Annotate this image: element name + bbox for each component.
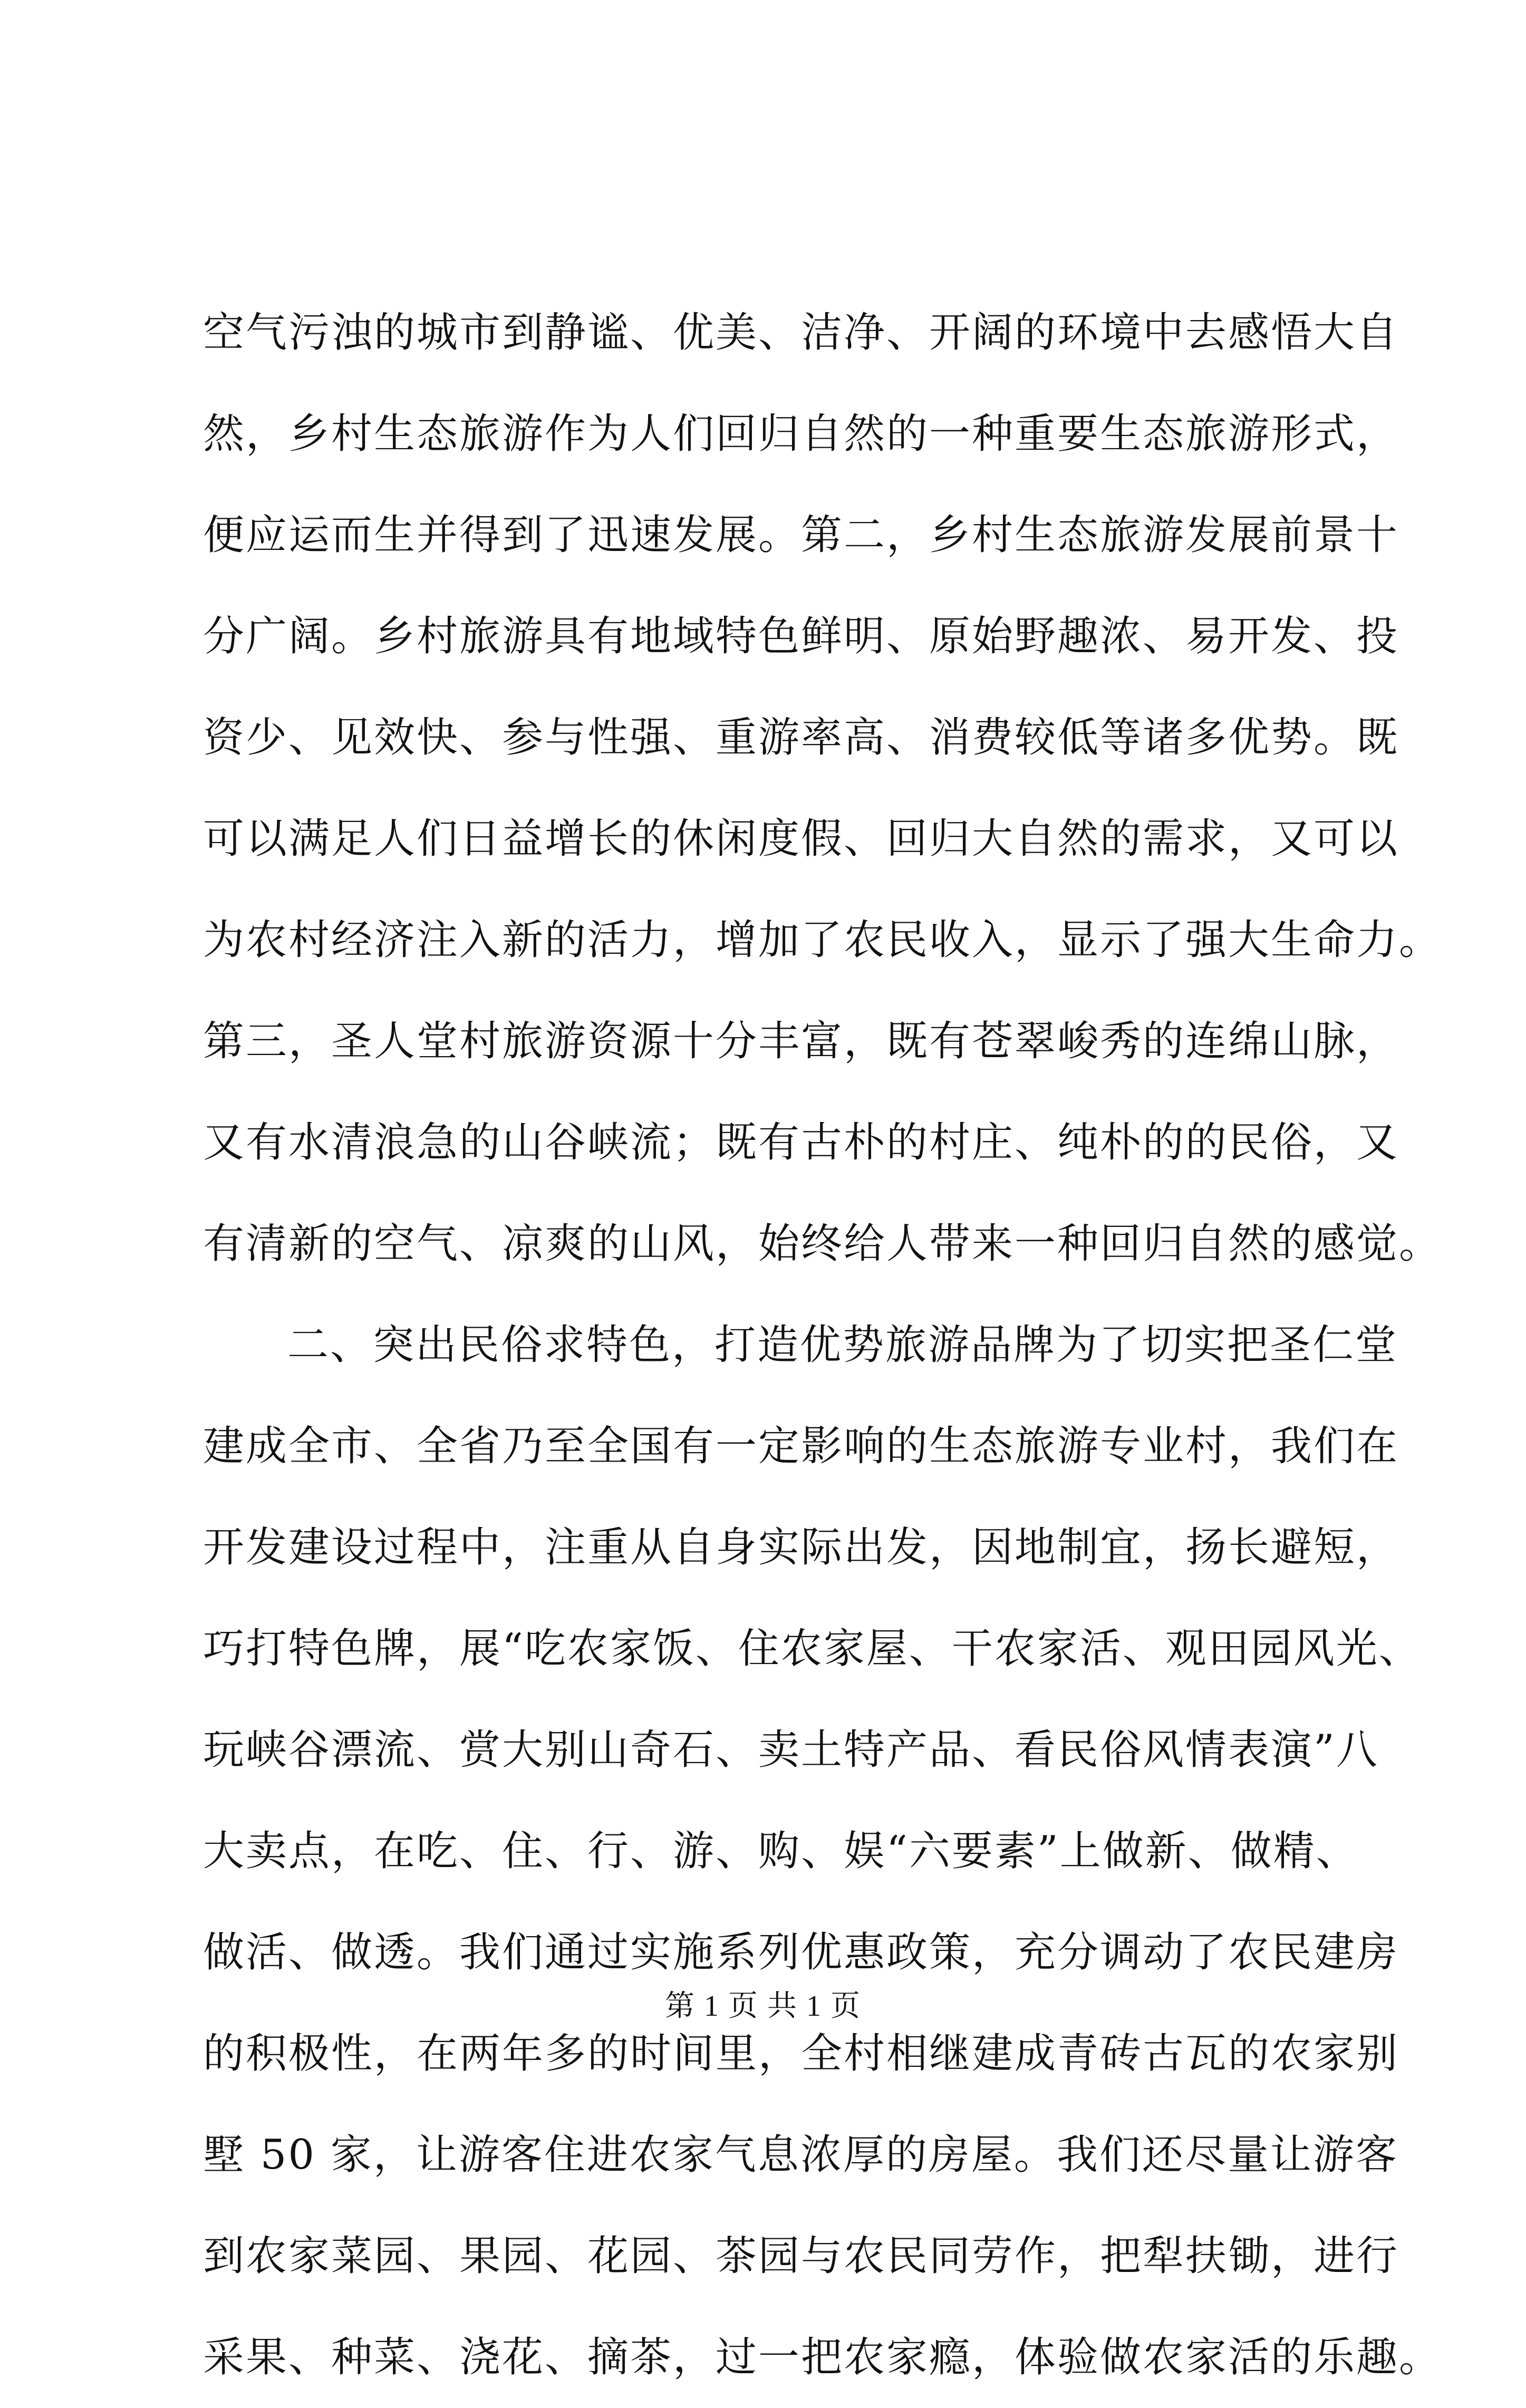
text-line: 采果、种菜、浇花、摘茶，过一把农家瘾，体验做农家活的乐趣。 bbox=[203, 2334, 1442, 2381]
text-line: 有清新的空气、凉爽的山风，始终给人带来一种回归自然的感觉。 bbox=[203, 1220, 1442, 1268]
text-line: 开发建设过程中，注重从自身实际出发，因地制宜，扬长避短， bbox=[203, 1524, 1399, 1571]
page-footer: 第 1 页 共 1 页 bbox=[665, 1990, 861, 2023]
text-line: 资少、见效快、参与性强、重游率高、消费较低等诸多优势。既 bbox=[203, 714, 1399, 761]
text-line: 建成全市、全省乃至全国有一定影响的生态旅游专业村，我们在 bbox=[203, 1423, 1399, 1470]
text-line: 巧打特色牌，展“吃农家饭、住农家屋、干农家活、观田园风光、 bbox=[203, 1625, 1422, 1672]
section-heading-line: 二、突出民俗求特色，打造优势旅游品牌为了切实把圣仁堂 bbox=[287, 1321, 1398, 1369]
document-body bbox=[203, 282, 1442, 2408]
text-line: 的积极性，在两年多的时间里，全村相继建成青砖古瓦的农家别 bbox=[203, 2030, 1399, 2077]
text-line: 分广阔。乡村旅游具有地域特色鲜明、原始野趣浓、易开发、投 bbox=[203, 613, 1399, 660]
text-line: 空气污浊的城市到静谧、优美、洁净、开阔的环境中去感悟大自 bbox=[203, 309, 1399, 356]
text-line: 为农村经济注入新的活力，增加了农民收入，显示了强大生命力。 bbox=[203, 916, 1442, 964]
text-line: 便应运而生并得到了迅速发展。第二，乡村生态旅游发展前景十 bbox=[203, 511, 1399, 559]
text-line: 墅 50 家，让游客住进农家气息浓厚的房屋。我们还尽量让游客 bbox=[203, 2131, 1398, 2179]
text-line: 到农家菜园、果园、花园、茶园与农民同劳作，把犁扶锄，进行 bbox=[203, 2232, 1399, 2280]
text-line: 大卖点，在吃、住、行、游、购、娱“六要素”上做新、做精、 bbox=[203, 1827, 1359, 1875]
text-line: 然，乡村生态旅游作为人们回归自然的一种重要生态旅游形式， bbox=[203, 410, 1399, 458]
text-line: 又有水清浪急的山谷峡流；既有古朴的村庄、纯朴的的民俗，又 bbox=[203, 1119, 1399, 1166]
text-line: 第三，圣人堂村旅游资源十分丰富，既有苍翠峻秀的连绵山脉， bbox=[203, 1018, 1399, 1065]
text-line: 玩峡谷漂流、赏大别山奇石、卖土特产品、看民俗风情表演”八 bbox=[203, 1726, 1379, 1774]
text-line: 可以满足人们日益增长的休闲度假、回归大自然的需求，又可以 bbox=[203, 815, 1399, 863]
text-line: 做活、做透。我们通过实施系列优惠政策，充分调动了农民建房 bbox=[203, 1929, 1399, 1976]
